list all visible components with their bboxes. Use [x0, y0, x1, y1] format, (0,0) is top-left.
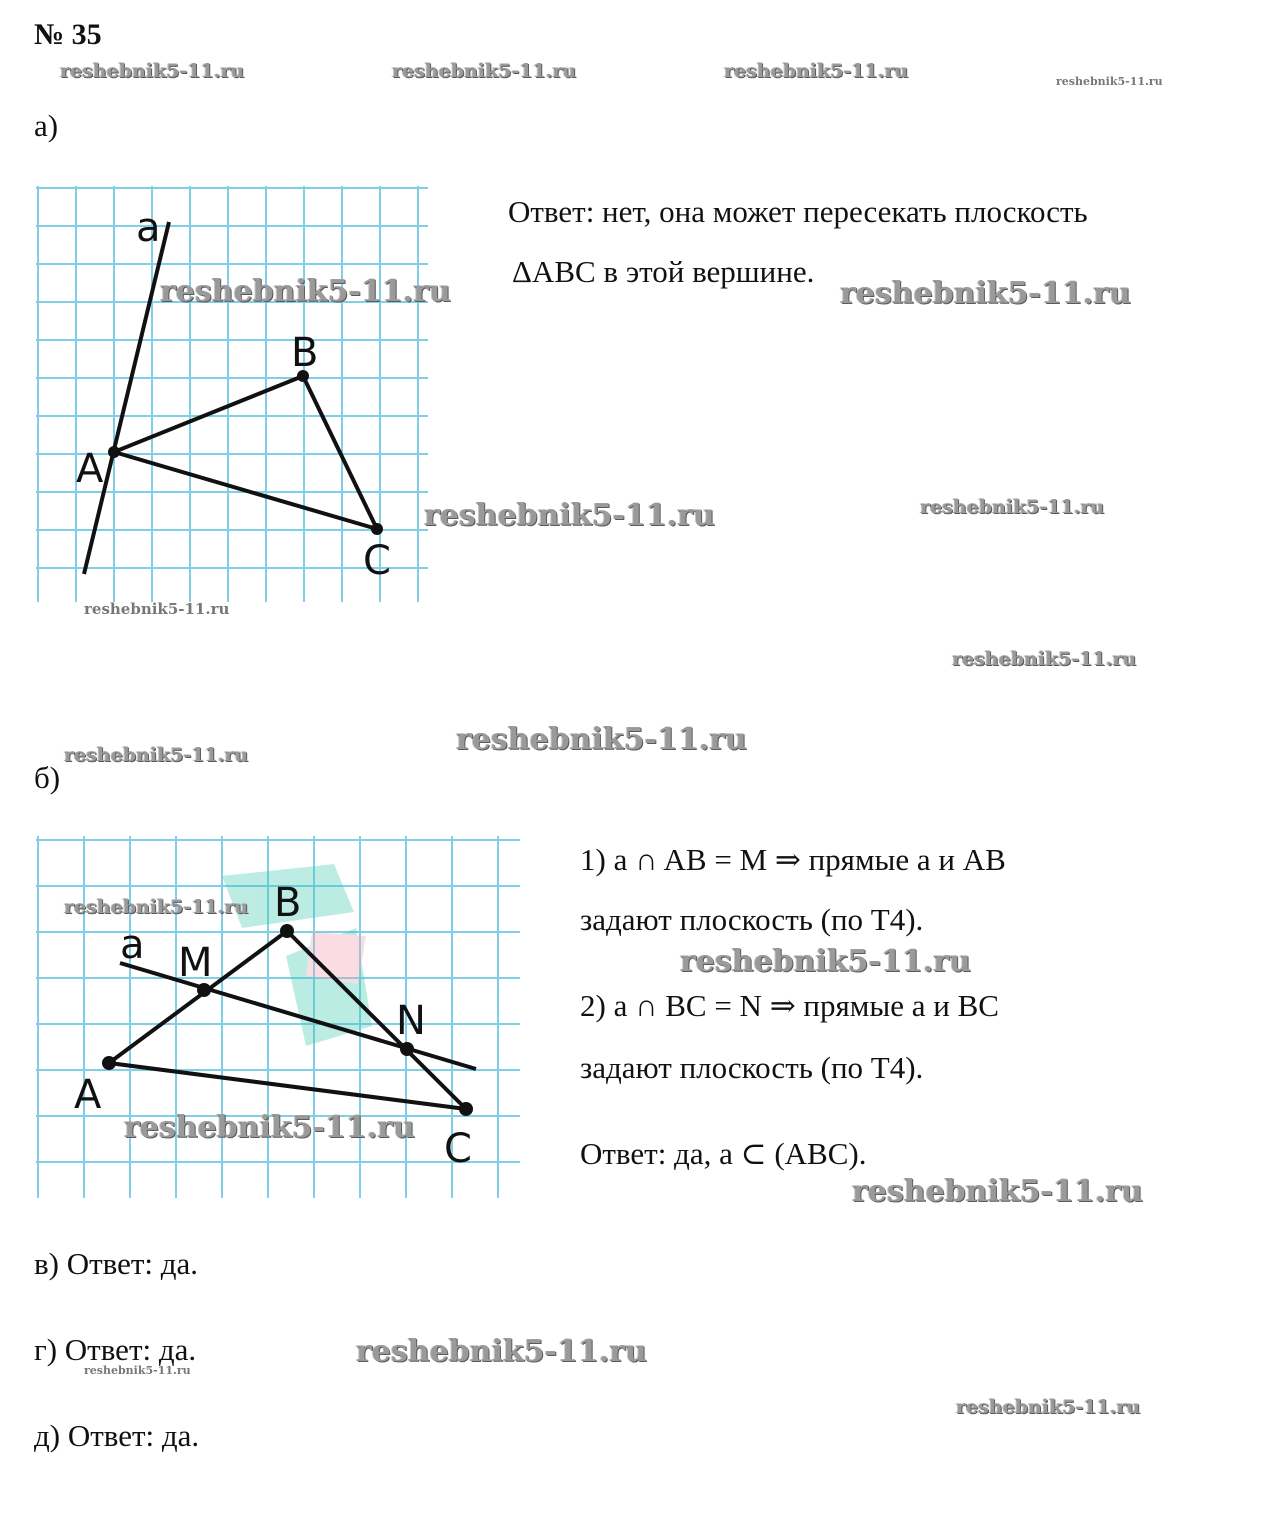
part-a-answer-line2: ΔABC в этой вершине.: [512, 254, 815, 289]
label-line-a: a: [120, 922, 145, 968]
point-a: [108, 446, 120, 458]
watermark: reshebnik5-11.ru: [424, 498, 715, 533]
watermark: reshebnik5-11.ru: [920, 496, 1105, 518]
label-c: C: [363, 538, 391, 584]
problem-number: № 35: [34, 18, 102, 51]
part-b-answer: Ответ: да, a ⊂ (ABC).: [580, 1136, 867, 1171]
watermark: reshebnik5-11.ru: [84, 600, 230, 618]
part-a-label: а): [34, 108, 59, 143]
watermark: reshebnik5-11.ru: [456, 722, 747, 757]
part-v-answer: в) Ответ: да.: [34, 1246, 199, 1281]
watermark: reshebnik5-11.ru: [60, 60, 245, 82]
label-c: C: [444, 1126, 472, 1172]
segment-bc: [303, 376, 377, 529]
point-b: [280, 924, 294, 938]
watermark: reshebnik5-11.ru: [956, 1396, 1141, 1418]
label-line-a: a: [136, 205, 161, 251]
watermark: reshebnik5-11.ru: [356, 1334, 647, 1369]
watermark: reshebnik5-11.ru: [160, 274, 451, 309]
label-n: N: [396, 998, 426, 1044]
point-a: [102, 1056, 116, 1070]
segment-ac: [114, 452, 377, 529]
part-d-answer: д) Ответ: да.: [34, 1418, 200, 1453]
part-a-answer-line1: Ответ: нет, она может пересекать плоскость: [508, 194, 1088, 229]
point-n: [400, 1042, 414, 1056]
segment-ab: [114, 376, 303, 452]
watermark: reshebnik5-11.ru: [724, 60, 909, 82]
watermark: reshebnik5-11.ru: [84, 1364, 191, 1377]
part-b-label: б): [34, 760, 61, 795]
watermark: reshebnik5-11.ru: [680, 944, 971, 979]
point-c: [371, 523, 383, 535]
label-m: M: [178, 940, 213, 986]
watermark: reshebnik5-11.ru: [124, 1110, 415, 1145]
part-b-step2-line1: 2) a ∩ BC = N ⇒ прямые a и BC: [580, 988, 999, 1023]
watermark: reshebnik5-11.ru: [852, 1174, 1143, 1209]
part-b-figure: [36, 836, 526, 1200]
label-b: B: [291, 330, 319, 376]
part-b-step2-line2: задают плоскость (по Т4).: [580, 1050, 924, 1085]
part-g-answer: г) Ответ: да.: [34, 1332, 197, 1367]
label-a: A: [76, 446, 104, 492]
label-b: B: [274, 880, 302, 926]
watermark: reshebnik5-11.ru: [1056, 75, 1163, 88]
line-a: [84, 222, 169, 574]
watermark: reshebnik5-11.ru: [392, 60, 577, 82]
watermark: reshebnik5-11.ru: [840, 276, 1131, 311]
part-b-step1-line2: задают плоскость (по Т4).: [580, 902, 924, 937]
watermark: reshebnik5-11.ru: [64, 744, 249, 766]
part-a-figure: [36, 186, 436, 606]
watermark: reshebnik5-11.ru: [64, 896, 249, 918]
part-b-step1-line1: 1) a ∩ AB = M ⇒ прямые a и AB: [580, 842, 1006, 877]
label-a: A: [74, 1072, 102, 1118]
watermark: reshebnik5-11.ru: [952, 648, 1137, 670]
point-c: [459, 1102, 473, 1116]
